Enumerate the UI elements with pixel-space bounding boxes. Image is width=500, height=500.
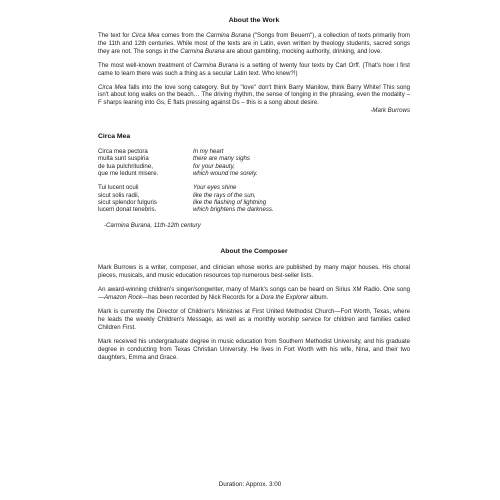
poem-line: which brightens the darkness.: [193, 206, 274, 214]
about-composer-paragraph-4: Mark received his undergraduate degree in music education from Southern Methodist University, and his graduate degree in conducting from Texas Christian University. He lives in Fort Worth with his wife, Nina, and their two daughters, Emma and Grace.: [98, 337, 410, 361]
about-composer-paragraph-2: An award-winning children's singer/songwriter, many of Mark's songs can be heard on Sirius XM Radio. One song—Amazon Rock—has been recorded by Nick Records for a Dora the Explorer album.: [98, 286, 410, 302]
duration-label: Duration: Approx. 3:00: [218, 481, 282, 488]
poem-line: sicut splendor fulguris: [98, 198, 157, 206]
poem-line: In my heart: [193, 148, 224, 156]
poem-line: de tua pulchritudine,: [98, 162, 153, 170]
poem-line: Tui lucent oculi: [98, 184, 139, 192]
about-work-paragraph-3: Circa Mea falls into the love song category. But by "love" don't think Barry Manilow, think Barry White! This song isn't about long walks on the beach… The driving rhythm, the sense of longing in the phrasing, even the modality – F sharps leaning into Gs, E flats pressing against Ds – this is a song about desire.: [98, 83, 410, 107]
poem-heading: Circa Mea: [98, 133, 131, 141]
poem-line: like the rays of the sun,: [193, 191, 256, 199]
poem-stanza-2-english: [193, 184, 274, 213]
document-body: [98, 16, 410, 362]
about-composer-paragraph-3: Mark is currently the Director of Children's Ministries at First United Methodist Church—Fort Worth, Texas, where he leads the weekly Children's Message, as well as a monthly worship service for children and families called Children First.: [98, 308, 410, 331]
poem-stanza-1: [98, 148, 410, 177]
about-composer-heading: About the Composer: [220, 248, 288, 256]
about-work-paragraph-1: The text for Circa Mea comes from the Carmina Burana ("Songs from Beuern"), a collection of texts primarily from the 11th and 12th centuries. While most of the texts are in Latin, even written by theology students, sacred songs they are not. The songs in the Carmina Burana are about gambling, mocking authority, drinking, and love.: [98, 32, 410, 55]
poem-citation: -Carmina Burana, 11th-12th century: [104, 221, 201, 229]
poem-line: sicut solis radii,: [98, 191, 140, 199]
poem-line: which wound me sorely.: [193, 170, 258, 178]
poem-line: Circa mea pectora: [98, 148, 148, 156]
about-work-signature: -Mark Burrows: [370, 107, 410, 115]
poem-stanza-2-latin: [98, 184, 193, 213]
poem-line: Your eyes shine: [193, 184, 237, 192]
poem-line: multa sunt suspiria: [98, 155, 149, 163]
about-composer-paragraph-1: Mark Burrows is a writer, composer, and clinician whose works are published by many major houses. His choral pieces, musicals, and music education resources top numerous best-seller lists.: [98, 264, 410, 280]
about-work-heading: About the Work: [228, 17, 280, 24]
poem-line: que me ledunt misere.: [98, 170, 159, 178]
poem-stanza-1-latin: [98, 148, 193, 177]
poem-line: for your beauty,: [193, 162, 235, 170]
poem-line: lucem donat tenebris.: [98, 206, 157, 214]
poem-stanza-1-english: [193, 148, 258, 177]
about-work-paragraph-2: The most well-known treatment of Carmina Burana is a setting of twenty four texts by Carl Orff. (That's how I first came to learn there was such a thing as a secular Latin text. Who knew?!): [98, 61, 410, 77]
poem-line: like the flashing of lightning: [193, 198, 267, 206]
poem-stanza-2: [98, 184, 410, 213]
poem-line: there are many sighs: [193, 155, 250, 163]
